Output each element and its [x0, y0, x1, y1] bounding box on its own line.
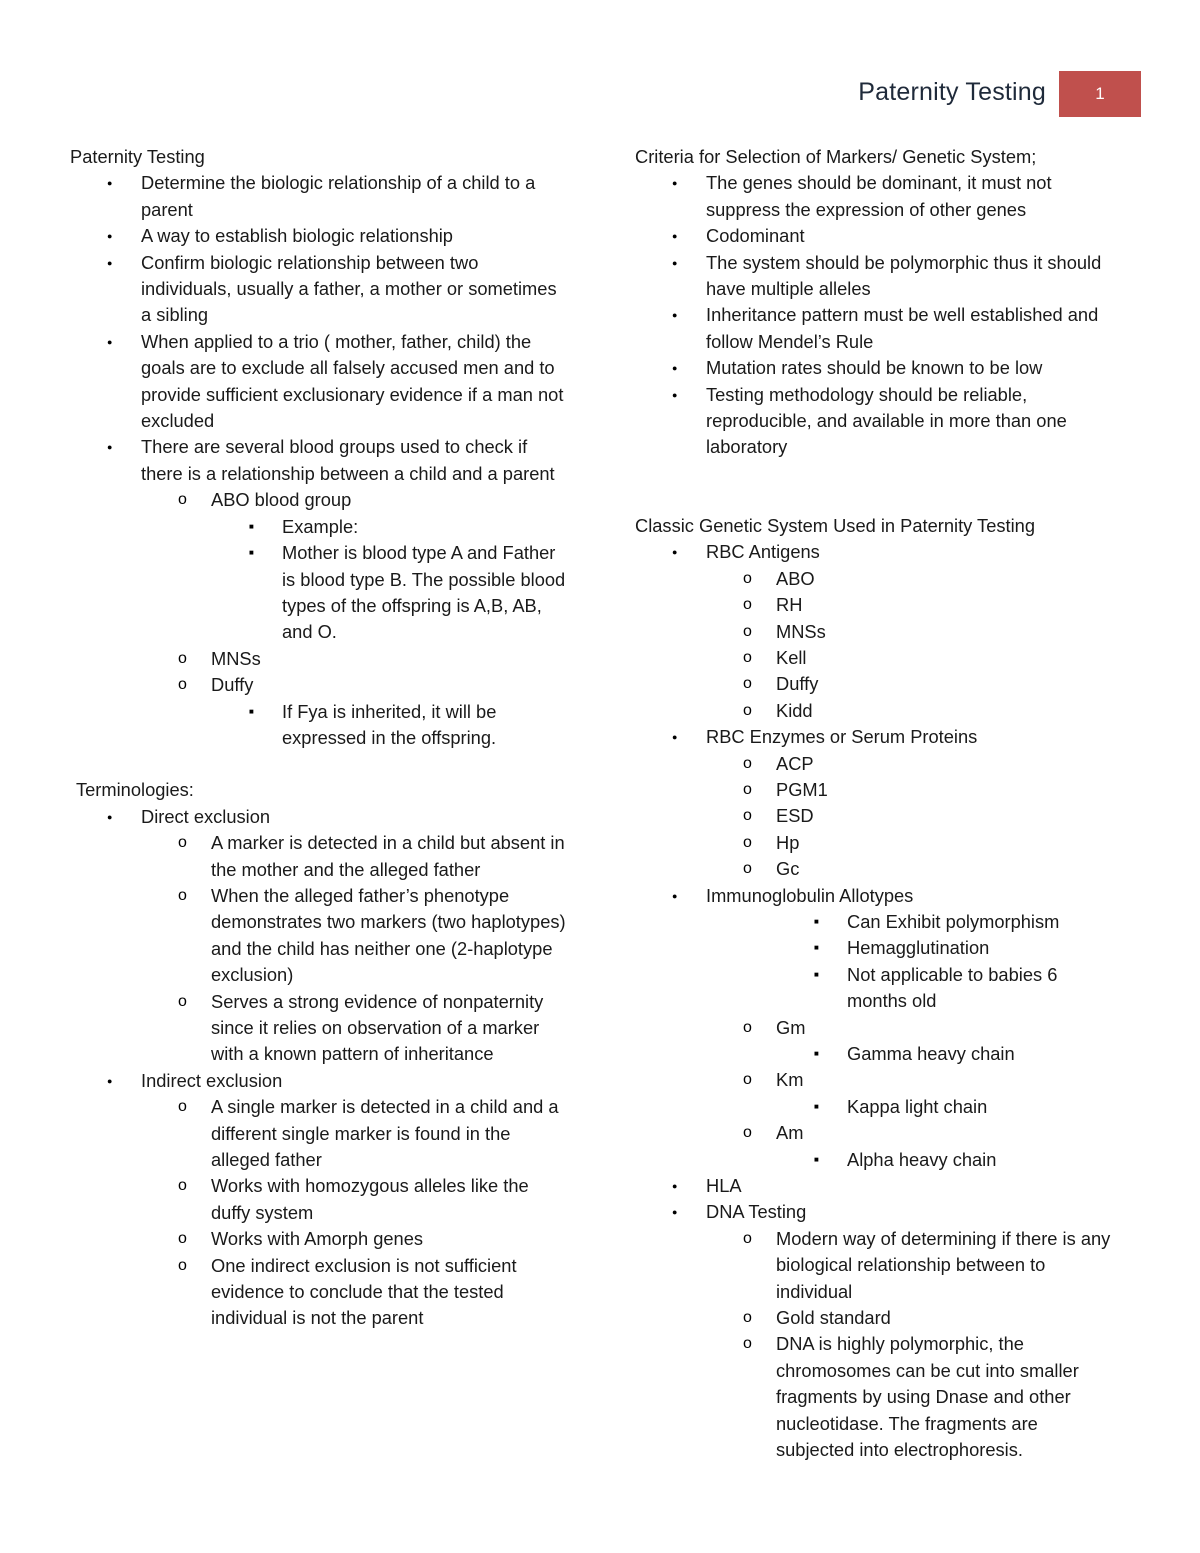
- gm-list: [635, 1015, 1115, 1041]
- list-item: ● Confirm biologic relationship between two individuals, usually a father, a mother or sometimes a sibling: [70, 250, 570, 329]
- am-list: [635, 1120, 1115, 1146]
- list-item-abo: o ABO blood group: [70, 487, 570, 513]
- section-title-criteria: Criteria for Selection of Markers/ Genetic System;: [635, 146, 1037, 167]
- list-item: o Kell: [635, 645, 1115, 671]
- list-item: ● The genes should be dominant, it must not suppress the expression of other genes: [635, 170, 1115, 223]
- list-item: ■ Mother is blood type A and Father is blood type B. The possible blood types of the offspring is A,B, AB, and O.: [70, 540, 570, 646]
- blood-group-list-continued: [70, 646, 570, 699]
- indirect-exclusion-items: [70, 1094, 570, 1332]
- list-item: o When the alleged father’s phenotype demonstrates two markers (two haplotypes) and the child has neither one (2-haplotype exclusion): [70, 883, 570, 989]
- indirect-exclusion-list: [70, 1068, 570, 1094]
- list-item-km: o Km: [635, 1067, 1115, 1093]
- list-item-mnss: o MNSs: [70, 646, 570, 672]
- list-item-rbc-enzymes: ● RBC Enzymes or Serum Proteins: [635, 724, 1115, 750]
- list-item: ■ Can Exhibit polymorphism: [635, 909, 1115, 935]
- hla-dna-list: [635, 1173, 1115, 1226]
- right-column: [635, 144, 1115, 1464]
- list-item: o PGM1: [635, 777, 1115, 803]
- list-item: ● Mutation rates should be known to be low: [635, 355, 1115, 381]
- list-item: o A single marker is detected in a child and a different single marker is found in the alleged father: [70, 1094, 570, 1173]
- list-item-hla: ● HLA: [635, 1173, 1115, 1199]
- header-title: Paternity Testing: [858, 78, 1046, 106]
- list-item-gm: o Gm: [635, 1015, 1115, 1041]
- list-item-rbc-antigens: ● RBC Antigens: [635, 539, 1115, 565]
- list-item: ● Determine the biologic relationship of a child to a parent: [70, 170, 570, 223]
- duffy-detail-list: [70, 699, 570, 752]
- list-item: o Modern way of determining if there is any biological relationship between to individual: [635, 1226, 1115, 1305]
- list-item: o ACP: [635, 751, 1115, 777]
- direct-exclusion-list: [70, 804, 570, 830]
- list-item: o Gold standard: [635, 1305, 1115, 1331]
- list-item: ■ Gamma heavy chain: [635, 1041, 1115, 1067]
- list-item: o ESD: [635, 803, 1115, 829]
- rbc-antigens-list: [635, 539, 1115, 565]
- list-item: o MNSs: [635, 619, 1115, 645]
- list-item: o Serves a strong evidence of nonpaternity since it relies on observation of a marker with a known pattern of inheritance: [70, 989, 570, 1068]
- km-list: [635, 1067, 1115, 1093]
- list-item: ■ Not applicable to babies 6 months old: [635, 962, 1115, 1015]
- criteria-bullet-list: [635, 170, 1115, 460]
- immunoglobulin-list: [635, 883, 1115, 909]
- left-column: [70, 144, 570, 1332]
- page-number-badge: 1: [1059, 71, 1141, 117]
- km-detail: [635, 1094, 1115, 1120]
- list-item: ● When applied to a trio ( mother, father, child) the goals are to exclude all falsely accused men and to provide sufficient exclusionary evidence if a man not excluded: [70, 329, 570, 435]
- list-item: ● Inheritance pattern must be well established and follow Mendel’s Rule: [635, 302, 1115, 355]
- list-item: o Hp: [635, 830, 1115, 856]
- section-title-classic-genetic: Classic Genetic System Used in Paternity Testing: [635, 514, 1035, 536]
- am-detail: [635, 1147, 1115, 1173]
- blood-group-list: [70, 487, 570, 513]
- rbc-enzymes-list: [635, 724, 1115, 750]
- list-item-am: o Am: [635, 1120, 1115, 1146]
- list-item: ● The system should be polymorphic thus it should have multiple alleles: [635, 250, 1115, 303]
- list-item-dna-testing: ● DNA Testing: [635, 1199, 1115, 1225]
- section-title-terminologies: Terminologies:: [76, 779, 194, 801]
- list-item: o ABO: [635, 566, 1115, 592]
- list-item: o A marker is detected in a child but absent in the mother and the alleged father: [70, 830, 570, 883]
- list-item: ● Testing methodology should be reliable, reproducible, and available in more than one laboratory: [635, 382, 1115, 461]
- list-item-direct-exclusion: ● Direct exclusion: [70, 804, 570, 830]
- list-item: o Works with homozygous alleles like the duffy system: [70, 1173, 570, 1226]
- abo-detail-list: [70, 514, 570, 646]
- list-item: ■ Alpha heavy chain: [635, 1147, 1115, 1173]
- rbc-enzymes-items: [635, 751, 1115, 883]
- list-item-duffy: o Duffy: [70, 672, 570, 698]
- list-item: o One indirect exclusion is not sufficient evidence to conclude that the tested individual is not the parent: [70, 1253, 570, 1332]
- list-item: ● A way to establish biologic relationship: [70, 223, 570, 249]
- list-item: ■ If Fya is inherited, it will be expressed in the offspring.: [70, 699, 570, 752]
- immunoglobulin-notes: [635, 909, 1115, 1015]
- page-header: [0, 0, 1200, 130]
- list-item: o Kidd: [635, 698, 1115, 724]
- list-item: ■ Kappa light chain: [635, 1094, 1115, 1120]
- list-item-indirect-exclusion: ● Indirect exclusion: [70, 1068, 570, 1094]
- direct-exclusion-items: [70, 830, 570, 1068]
- gm-detail: [635, 1041, 1115, 1067]
- list-item: o DNA is highly polymorphic, the chromosomes can be cut into smaller fragments by using Dnase and other nucleotidase. The fragments are subjected into electrophoresis.: [635, 1331, 1115, 1463]
- list-item: ■ Example:: [70, 514, 570, 540]
- rbc-antigens-items: [635, 566, 1115, 724]
- list-item: o RH: [635, 592, 1115, 618]
- list-item-immunoglobulin: ● Immunoglobulin Allotypes: [635, 883, 1115, 909]
- paternity-bullet-list: [70, 170, 570, 487]
- list-item: ● Codominant: [635, 223, 1115, 249]
- dna-testing-items: [635, 1226, 1115, 1464]
- list-item: o Gc: [635, 856, 1115, 882]
- list-item: o Duffy: [635, 671, 1115, 697]
- list-item: o Works with Amorph genes: [70, 1226, 570, 1252]
- list-item: ■ Hemagglutination: [635, 935, 1115, 961]
- section-title-paternity: Paternity Testing: [70, 146, 205, 167]
- list-item: ● There are several blood groups used to check if there is a relationship between a child and a parent: [70, 434, 570, 487]
